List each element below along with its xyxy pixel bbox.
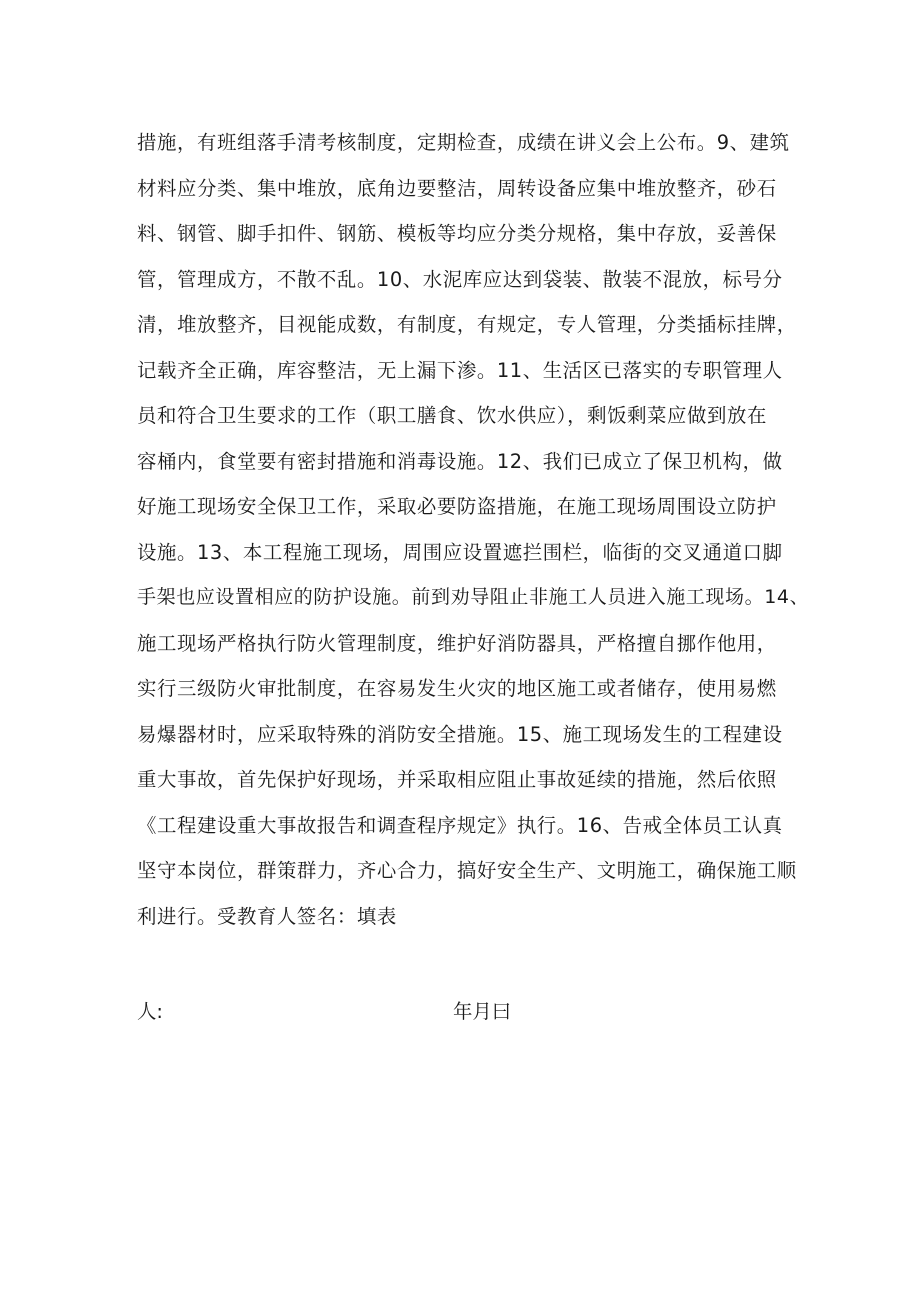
text-line: 实行三级防火审批制度，在容易发生火灾的地区施工或者储存，使用易燃	[137, 677, 777, 700]
text-line: 施工现场严格执行防火管理制度，维护好消防器具，严格擅自挪作他用，	[137, 631, 777, 655]
signature-row	[137, 992, 807, 1032]
text-line: 重大事故，首先保护好现场，并采取相应阻止事故延续的措施，然后依照	[137, 768, 777, 791]
text-line: 《工程建设重大事故报告和调查程序规定》执行。16、告戒全体员工认真	[137, 813, 783, 837]
signer-label: 人:	[137, 1000, 163, 1023]
text-line: 记载齐全正确，库容整洁，无上漏下渗。11、生活区已落实的专职管理人	[137, 358, 783, 382]
text-line: 容桶内，食堂要有密封措施和消毒设施。12、我们已成立了保卫机构，做	[137, 449, 783, 473]
text-line: 清，堆放整齐，目视能成数，有制度，有规定，专人管理，分类插标挂牌，	[137, 313, 797, 336]
text-line: 利进行。受教育人签名：填表	[137, 904, 397, 928]
text-line: 材料应分类、集中堆放，底角边要整洁，周转设备应集中堆放整齐，砂石	[137, 176, 777, 200]
text-line: 易爆器材时，应采取特殊的消防安全措施。15、施工现场发生的工程建设	[137, 722, 783, 746]
date-label: 年月曰	[453, 1000, 512, 1023]
text-line: 管，管理成方，不散不乱。10、水泥库应达到袋装、散装不混放，标号分	[137, 267, 783, 291]
text-line: 好施工现场安全保卫工作，采取必要防盗措施，在施工现场周围设立防护	[137, 495, 777, 518]
body-text	[137, 120, 810, 939]
text-line: 手架也应设置相应的防护设施。前到劝导阻止非施工人员进入施工现场。14、	[137, 586, 810, 608]
text-line: 措施，有班组落手清考核制度，定期检查，成绩在讲义会上公布。9、建筑	[137, 131, 790, 154]
text-line: 料、钢管、脚手扣件、钢筋、模板等均应分类分规格，集中存放，妥善保	[137, 222, 777, 245]
text-line: 坚守本岗位，群策群力，齐心合力，搞好安全生产、文明施工，确保施工顺	[137, 859, 797, 882]
text-line: 设施。13、本工程施工现场，周围应设置遮拦围栏，临街的交叉通道口脚	[137, 540, 783, 564]
text-line: 员和符合卫生要求的工作（职工膳食、饮水供应），剩饭剩菜应做到放在	[137, 404, 767, 427]
